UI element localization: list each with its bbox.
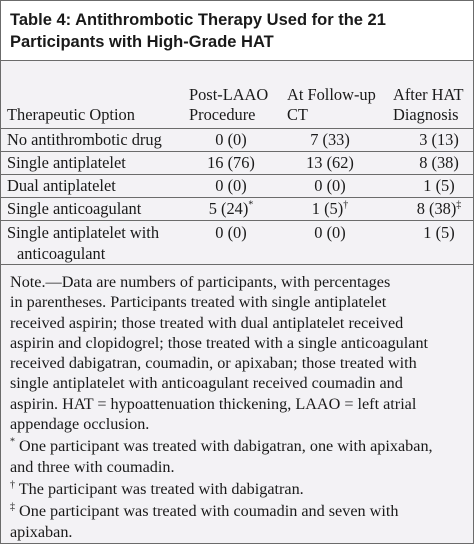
note-line: aspirin and clopidogrel; those treated with a single anticoagulant bbox=[10, 333, 429, 352]
row-post-value bbox=[183, 129, 279, 152]
header-after-hat-diagnosis bbox=[387, 61, 474, 129]
header-follow-up-ct bbox=[279, 61, 387, 129]
table-notes bbox=[1, 265, 473, 542]
cell-value: 16 (76) bbox=[207, 153, 255, 172]
cell-value: 0 (0) bbox=[314, 223, 346, 242]
note-line: appendage occlusion. bbox=[10, 415, 150, 434]
header-after-line-2: Diagnosis bbox=[393, 105, 459, 124]
header-follow-line-1: At Follow-up bbox=[287, 85, 376, 104]
table-title-line-2: Participants with High-Grade HAT bbox=[10, 33, 274, 51]
note-line: received dabigatran, coumadin, or apixaban; those treated with bbox=[10, 354, 417, 373]
row-post-value bbox=[183, 221, 279, 265]
cell-value: 1 (5) bbox=[311, 199, 344, 218]
footnote-2-text: The participant was treated with dabigatran. bbox=[15, 479, 304, 498]
row-follow-value bbox=[279, 198, 387, 221]
header-post-line-1: Post-LAAO bbox=[189, 85, 269, 104]
header-after-line-1: After HAT bbox=[393, 85, 464, 104]
header-post-line-2: Procedure bbox=[189, 105, 256, 124]
cell-value: 8 (38) bbox=[416, 199, 457, 218]
table-header-row bbox=[1, 61, 474, 129]
footnote-marker: ‡ bbox=[456, 199, 462, 211]
header-post-laao-procedure bbox=[183, 61, 279, 129]
row-option-line-2: anticoagulant bbox=[17, 243, 106, 263]
therapy-table bbox=[1, 61, 474, 265]
footnote-1-mark: * bbox=[10, 436, 15, 448]
row-option bbox=[1, 221, 183, 265]
row-follow-value bbox=[279, 221, 387, 265]
note-line: single antiplatelet with anticoagulant received coumadin and bbox=[10, 374, 403, 393]
cell-value: 0 (0) bbox=[215, 223, 247, 242]
footnote-2 bbox=[10, 479, 465, 499]
table-row bbox=[1, 221, 474, 265]
footnote-marker: † bbox=[343, 199, 349, 211]
footnote-2-line-1 bbox=[10, 479, 465, 499]
cell-value: 1 (5) bbox=[423, 176, 455, 195]
row-after-value bbox=[387, 129, 474, 152]
table-title bbox=[1, 1, 473, 61]
row-follow-value bbox=[279, 129, 387, 152]
row-after-value bbox=[387, 221, 474, 265]
footnote-1-text: One participant was treated with dabigatran, one with apixaban, bbox=[15, 437, 433, 456]
cell-value: 7 (33) bbox=[310, 130, 350, 149]
row-post-value bbox=[183, 175, 279, 198]
row-option: Single anticoagulant bbox=[7, 199, 142, 218]
footnote-3-mark: ‡ bbox=[10, 501, 15, 513]
footnote-1 bbox=[10, 436, 465, 477]
cell-value: 5 (24) bbox=[208, 199, 249, 218]
cell-value: 0 (0) bbox=[215, 130, 247, 149]
table-title-line-1: Table 4: Antithrombotic Therapy Used for the 21 bbox=[10, 11, 386, 29]
footnote-3 bbox=[10, 501, 465, 542]
cell-value: 13 (62) bbox=[306, 153, 354, 172]
table-row bbox=[1, 175, 474, 198]
row-option: No antithrombotic drug bbox=[7, 130, 162, 149]
header-follow-line-2: CT bbox=[287, 105, 308, 124]
note-line: aspirin. HAT = hypoattenuation thickening, LAAO = left atrial bbox=[10, 394, 417, 413]
cell-value: 8 (38) bbox=[419, 153, 459, 172]
note-line: Note.—Data are numbers of participants, with percentages bbox=[10, 273, 391, 291]
footnote-3-line-1 bbox=[10, 501, 465, 521]
footnote-1-line-1 bbox=[10, 436, 465, 456]
row-post-value bbox=[183, 152, 279, 175]
header-therapeutic-option: Therapeutic Option bbox=[7, 105, 135, 124]
note-line: received aspirin; those treated with dual antiplatelet received bbox=[10, 313, 404, 332]
row-after-value bbox=[387, 152, 474, 175]
row-option: Dual antiplatelet bbox=[7, 176, 116, 195]
row-post-value bbox=[183, 198, 279, 221]
row-after-value bbox=[387, 175, 474, 198]
footnote-3-text: One participant was treated with coumadin and seven with bbox=[15, 502, 399, 521]
footnote-3-line-2: apixaban. bbox=[10, 522, 73, 541]
footnote-marker: * bbox=[248, 199, 254, 211]
note-paragraph bbox=[10, 272, 465, 434]
row-follow-value bbox=[279, 152, 387, 175]
row-follow-value bbox=[279, 175, 387, 198]
cell-value: 1 (5) bbox=[423, 223, 455, 242]
note-line: in parentheses. Participants treated with single antiplatelet bbox=[10, 293, 387, 312]
cell-value: 0 (0) bbox=[314, 176, 346, 195]
row-option-line-1: Single antiplatelet with bbox=[7, 222, 160, 242]
table-row bbox=[1, 129, 474, 152]
cell-value: 3 (13) bbox=[419, 130, 459, 149]
row-after-value bbox=[387, 198, 474, 221]
table-row bbox=[1, 152, 474, 175]
cell-value: 0 (0) bbox=[215, 176, 247, 195]
footnote-1-line-2: and three with coumadin. bbox=[10, 457, 175, 476]
row-option: Single antiplatelet bbox=[7, 153, 126, 172]
table-row bbox=[1, 198, 474, 221]
footnote-2-mark: † bbox=[10, 479, 15, 491]
